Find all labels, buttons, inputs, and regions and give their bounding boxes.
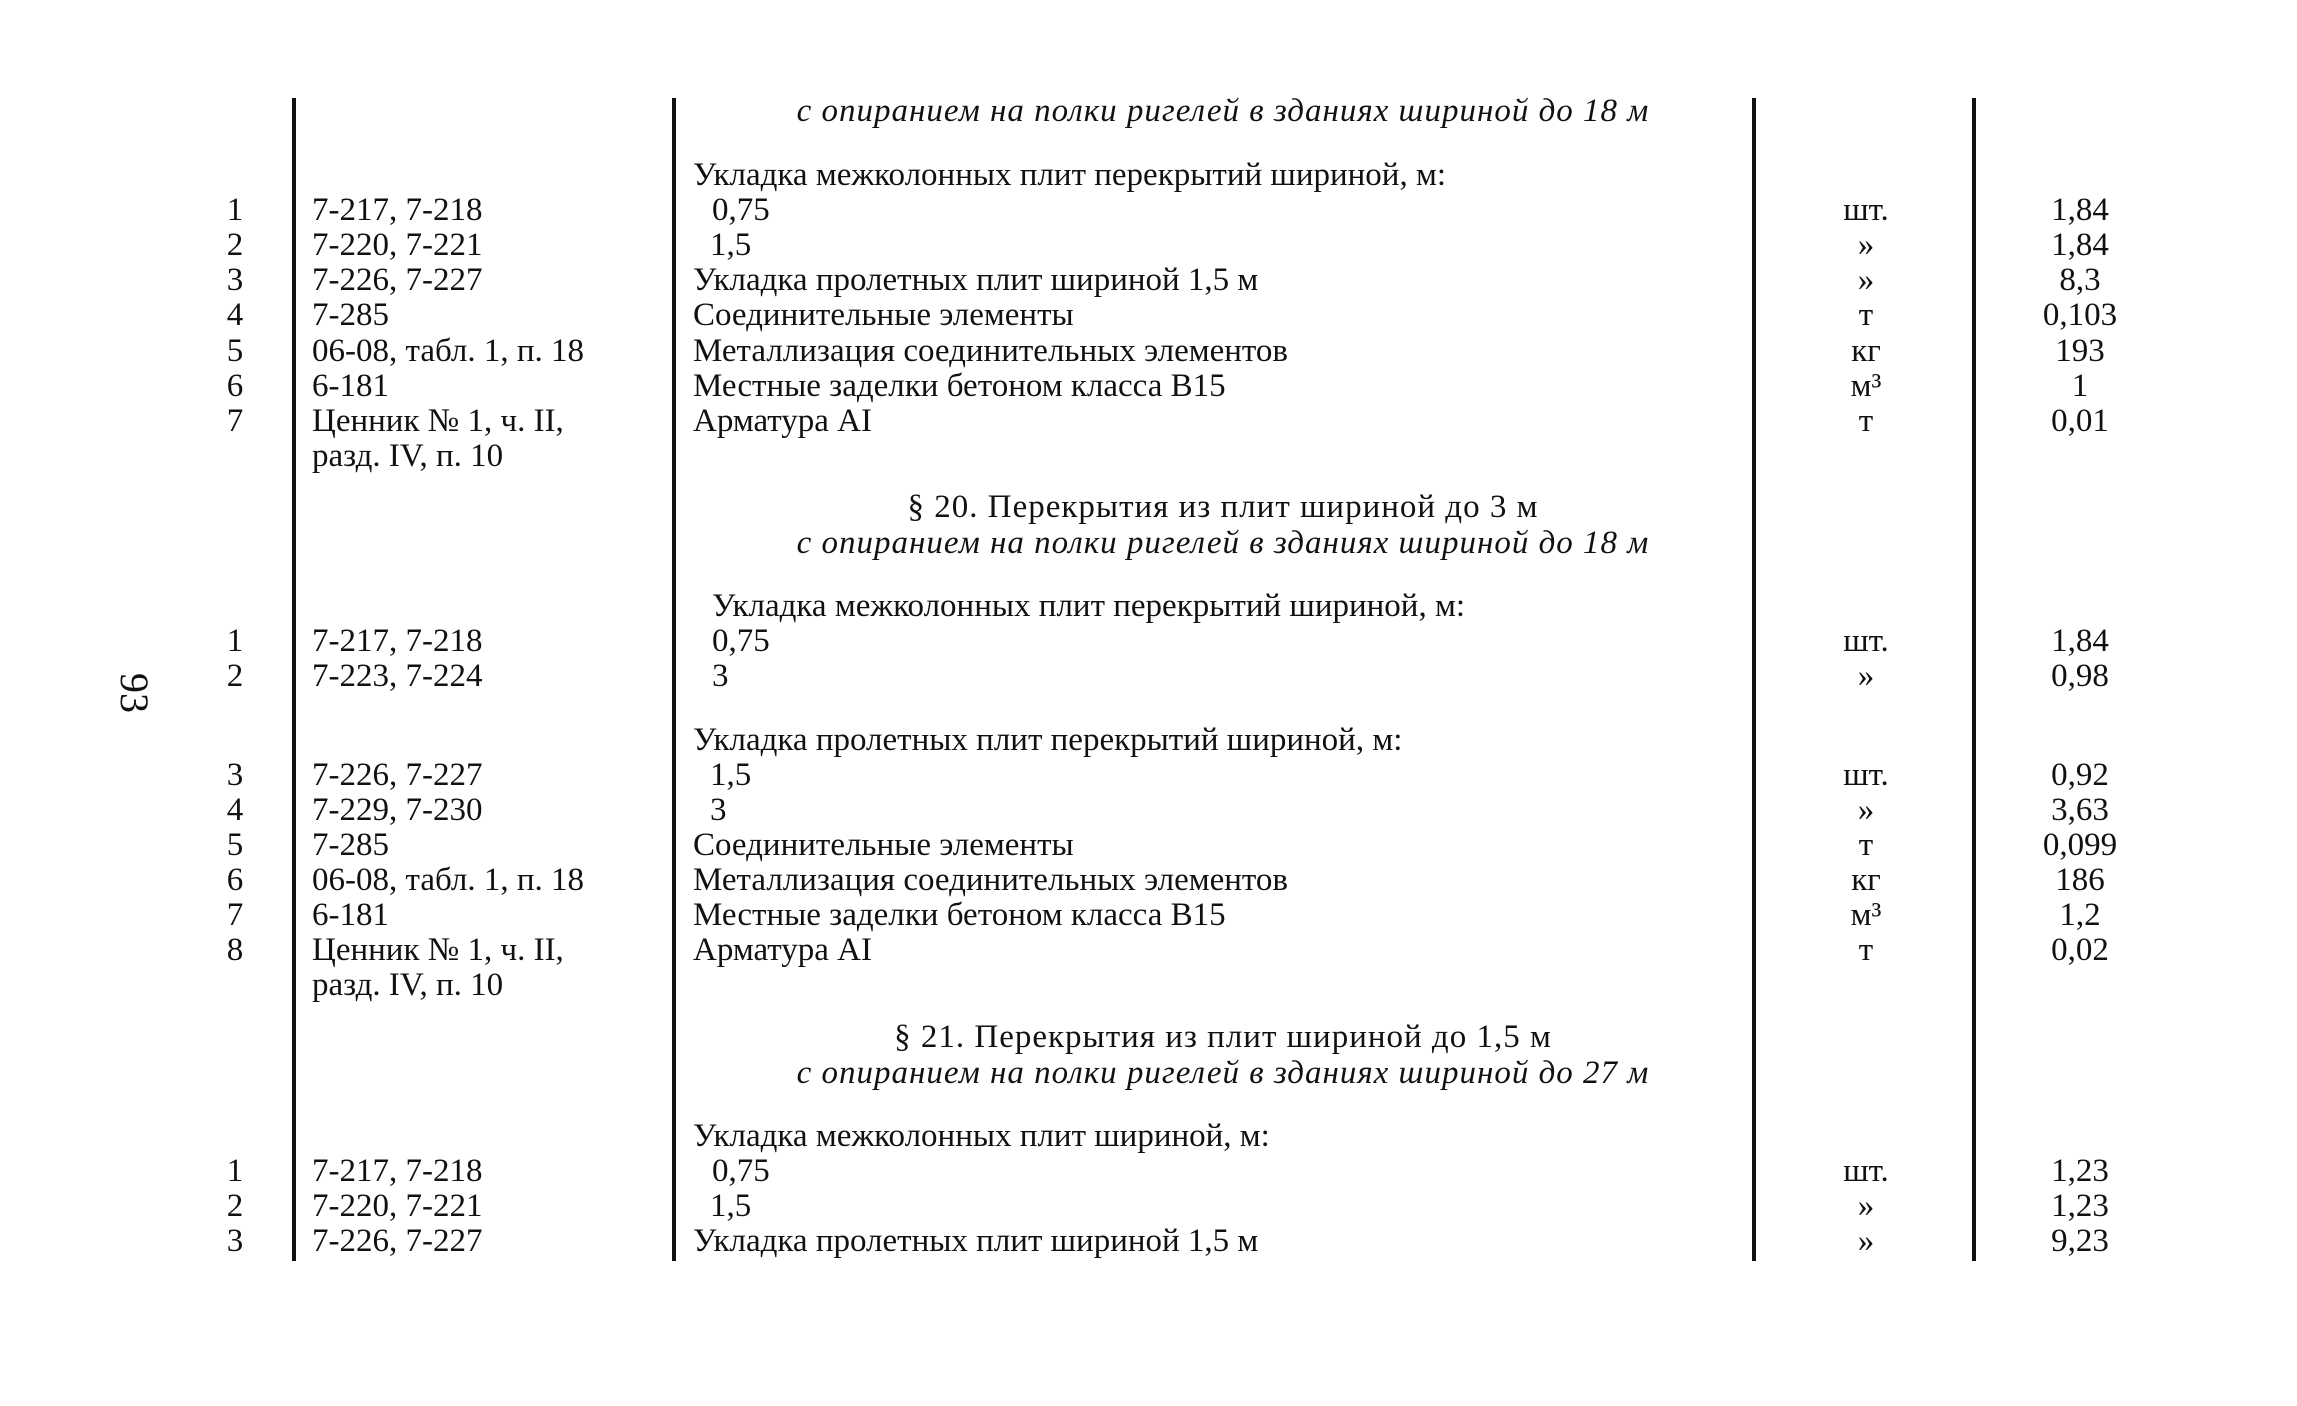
row-desc: 0,75: [712, 192, 770, 228]
row-unit: т: [1858, 827, 1874, 863]
row-unit: кг: [1851, 862, 1881, 898]
row-value: 1: [2071, 368, 2089, 404]
row-value: 0,02: [2051, 932, 2109, 968]
table-row: [0, 333, 2297, 369]
row-ref: 6-181: [312, 368, 389, 404]
row-ref: 6-181: [312, 897, 389, 933]
section-title: § 20. Перекрытия из плит шириной до 3 м: [907, 489, 1539, 525]
row-unit: м³: [1850, 897, 1882, 933]
row-ref: 7-285: [312, 827, 389, 863]
row-desc: Местные заделки бетоном класса В15: [693, 368, 1226, 404]
row-desc: Укладка пролетных плит перекрытий шириной, м:: [693, 722, 1403, 758]
row-unit: »: [1857, 262, 1875, 298]
row-desc: Укладка межколонных плит перекрытий шириной, м:: [693, 157, 1447, 193]
row-value: 1,23: [2051, 1188, 2109, 1224]
row-num: 6: [226, 862, 244, 898]
row-num: 4: [226, 297, 244, 333]
row-desc: 1,5: [710, 757, 752, 793]
row-ref: 7-220, 7-221: [312, 1188, 483, 1224]
row-num: 1: [226, 192, 244, 228]
row-value: 0,099: [2042, 827, 2118, 863]
row-num: 7: [226, 897, 244, 933]
row-desc: Соединительные элементы: [693, 297, 1074, 333]
row-desc: Металлизация соединительных элементов: [693, 333, 1288, 369]
row-value: 1,84: [2051, 623, 2109, 659]
table-row: [0, 297, 2297, 333]
table-row: [0, 792, 2297, 828]
row-value: 1,23: [2051, 1153, 2109, 1189]
row-value: 3,63: [2051, 792, 2109, 828]
table-row: [0, 757, 2297, 793]
row-num: 3: [226, 757, 244, 793]
row-num: 3: [226, 262, 244, 298]
row-desc: Арматура AI: [693, 403, 872, 439]
table-row: [0, 658, 2297, 694]
row-value: 0,98: [2051, 658, 2109, 694]
row-desc: 3: [710, 792, 727, 828]
row-desc: Арматура AI: [693, 932, 872, 968]
row-ref: 06-08, табл. 1, п. 18: [312, 862, 585, 898]
row-num: 5: [226, 827, 244, 863]
row-ref: 7-217, 7-218: [312, 623, 483, 659]
table-row: [0, 623, 2297, 659]
page-number: 93: [112, 673, 157, 713]
table-row: [0, 967, 2297, 1003]
row-ref: Ценник № 1, ч. II,: [312, 932, 564, 968]
section-title: § 21. Перекрытия из плит шириной до 1,5 м: [894, 1019, 1552, 1055]
row-value: 193: [2055, 333, 2105, 369]
row-desc: Соединительные элементы: [693, 827, 1074, 863]
row-value: 1,84: [2051, 192, 2109, 228]
section-subtitle: с опиранием на полки ригелей в зданиях шириной до 18 м: [796, 525, 1650, 561]
row-ref: разд. IV, п. 10: [312, 438, 504, 474]
row-ref: 7-226, 7-227: [312, 262, 483, 298]
row-unit: »: [1857, 227, 1875, 263]
row-desc: Укладка межколонных плит шириной, м:: [693, 1118, 1270, 1154]
row-unit: »: [1857, 792, 1875, 828]
table-row: [0, 403, 2297, 439]
row-unit: шт.: [1843, 757, 1889, 793]
row-ref: 7-285: [312, 297, 389, 333]
table-row: [0, 262, 2297, 298]
row-value: 8,3: [2059, 262, 2101, 298]
row-desc: 1,5: [710, 1188, 752, 1224]
row-unit: шт.: [1843, 623, 1889, 659]
row-unit: шт.: [1843, 1153, 1889, 1189]
row-desc: 3: [712, 658, 729, 694]
section-subtitle: с опиранием на полки ригелей в зданиях шириной до 27 м: [796, 1055, 1650, 1091]
table-row: [0, 227, 2297, 263]
row-ref: 7-220, 7-221: [312, 227, 483, 263]
row-value: 186: [2055, 862, 2105, 898]
row-unit: т: [1858, 932, 1874, 968]
table-row: [0, 722, 2297, 758]
row-num: 1: [226, 623, 244, 659]
row-num: 2: [226, 227, 244, 263]
table-row: [0, 932, 2297, 968]
row-num: 4: [226, 792, 244, 828]
row-ref: 06-08, табл. 1, п. 18: [312, 333, 585, 369]
section-subtitle: с опиранием на полки ригелей в зданиях шириной до 18 м: [796, 93, 1650, 129]
row-ref: 7-217, 7-218: [312, 192, 483, 228]
row-unit: т: [1858, 297, 1874, 333]
row-ref: 7-226, 7-227: [312, 757, 483, 793]
table-row: [0, 192, 2297, 228]
row-unit: »: [1857, 658, 1875, 694]
table-row: [0, 1188, 2297, 1224]
row-value: 9,23: [2051, 1223, 2109, 1259]
row-unit: »: [1857, 1188, 1875, 1224]
row-num: 1: [226, 1153, 244, 1189]
row-desc: 0,75: [712, 1153, 770, 1189]
row-unit: т: [1858, 403, 1874, 439]
row-ref: 7-229, 7-230: [312, 792, 483, 828]
row-desc: 0,75: [712, 623, 770, 659]
table-row: [0, 1118, 2297, 1154]
row-unit: кг: [1851, 333, 1881, 369]
row-desc: 1,5: [710, 227, 752, 263]
row-ref: разд. IV, п. 10: [312, 967, 504, 1003]
row-num: 7: [226, 403, 244, 439]
table-row: [0, 897, 2297, 933]
table-row: [0, 368, 2297, 404]
row-value: 1,2: [2059, 897, 2101, 933]
row-ref: 7-217, 7-218: [312, 1153, 483, 1189]
table-row: [0, 1223, 2297, 1259]
row-desc: Укладка межколонных плит перекрытий шириной, м:: [712, 588, 1466, 624]
row-num: 2: [226, 658, 244, 694]
row-num: 8: [226, 932, 244, 968]
row-unit: шт.: [1843, 192, 1889, 228]
row-value: 0,103: [2042, 297, 2118, 333]
row-value: 0,01: [2051, 403, 2109, 439]
row-desc: Укладка пролетных плит шириной 1,5 м: [693, 1223, 1259, 1259]
row-desc: Металлизация соединительных элементов: [693, 862, 1288, 898]
row-ref: 7-223, 7-224: [312, 658, 483, 694]
table-row: [0, 588, 2297, 624]
table-row: [0, 862, 2297, 898]
table-row: [0, 157, 2297, 193]
row-unit: »: [1857, 1223, 1875, 1259]
table-row: [0, 438, 2297, 474]
table-row: [0, 1153, 2297, 1189]
row-num: 6: [226, 368, 244, 404]
row-ref: Ценник № 1, ч. II,: [312, 403, 564, 439]
row-desc: Укладка пролетных плит шириной 1,5 м: [693, 262, 1259, 298]
row-num: 5: [226, 333, 244, 369]
row-unit: м³: [1850, 368, 1882, 404]
row-desc: Местные заделки бетоном класса В15: [693, 897, 1226, 933]
row-num: 2: [226, 1188, 244, 1224]
row-value: 0,92: [2051, 757, 2109, 793]
row-num: 3: [226, 1223, 244, 1259]
table-row: [0, 827, 2297, 863]
row-value: 1,84: [2051, 227, 2109, 263]
row-ref: 7-226, 7-227: [312, 1223, 483, 1259]
